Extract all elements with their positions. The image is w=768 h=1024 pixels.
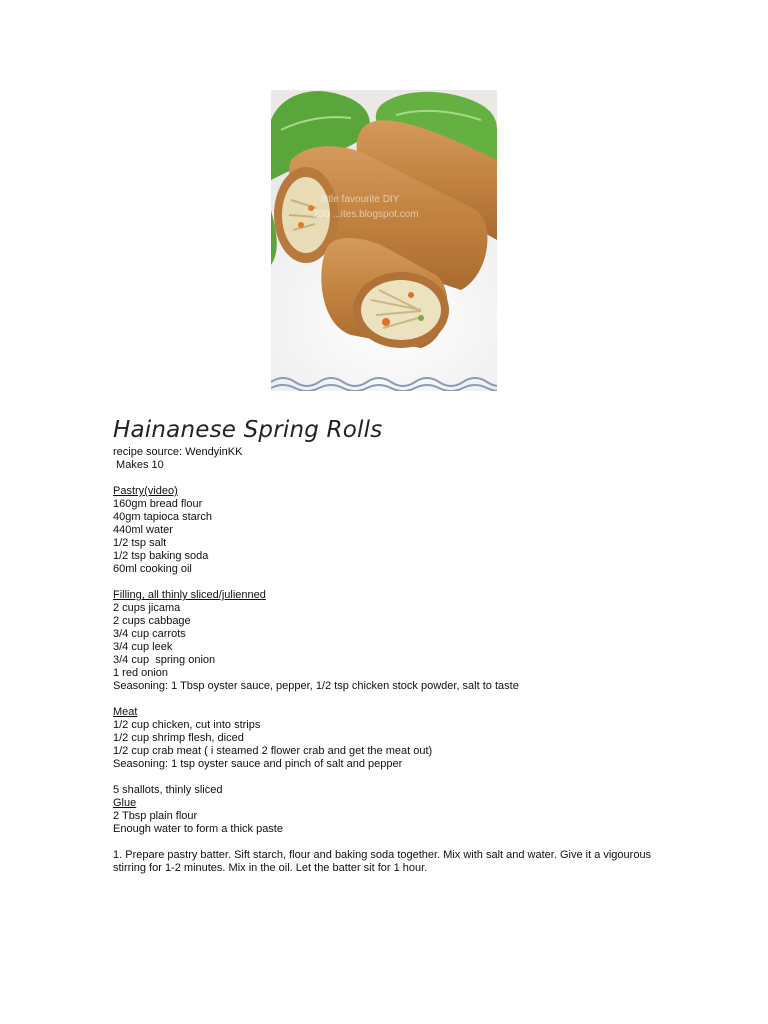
filling-item: 2 cups cabbage bbox=[113, 615, 191, 627]
meat-heading: Meat bbox=[113, 706, 138, 718]
pastry-item: 60ml cooking oil bbox=[113, 563, 192, 575]
glue-heading: Glue bbox=[113, 797, 137, 809]
watermark-line2: 230 ...ites.blogspot.com bbox=[313, 209, 419, 220]
glue-item: 2 Tbsp plain flour bbox=[113, 810, 198, 822]
spring-rolls-illustration bbox=[271, 90, 497, 391]
pastry-item: 1/2 tsp salt bbox=[113, 537, 167, 549]
instruction-step-1: 1. Prepare pastry batter. Sift starch, flour and baking soda together. Mix with salt and water. Give it a vigourous stirring for 1-2 minutes. Mix in the oil. Let the batter sit for 1 hour. bbox=[113, 849, 652, 874]
meat-seasoning: Seasoning: 1 tsp oyster sauce and pinch of salt and pepper bbox=[113, 758, 403, 770]
filling-item: 3/4 cup leek bbox=[113, 641, 173, 653]
recipe-title: Hainanese Spring Rolls bbox=[113, 417, 383, 443]
filling-seasoning: Seasoning: 1 Tbsp oyster sauce, pepper, 1/2 tsp chicken stock powder, salt to taste bbox=[113, 680, 519, 692]
recipe-yield: Makes 10 bbox=[113, 459, 164, 471]
filling-item: 2 cups jicama bbox=[113, 602, 181, 614]
filling-heading: Filling, all thinly sliced/julienned bbox=[113, 589, 266, 601]
watermark-line1: little favourite DIY bbox=[321, 194, 400, 205]
pastry-item: 160gm bread flour bbox=[113, 498, 203, 510]
pastry-item: 440ml water bbox=[113, 524, 173, 536]
filling-item: 3/4 cup carrots bbox=[113, 628, 186, 640]
meat-item: 1/2 cup shrimp flesh, diced bbox=[113, 732, 244, 744]
filling-item: 1 red onion bbox=[113, 667, 169, 679]
glue-item: Enough water to form a thick paste bbox=[113, 823, 283, 835]
filling-item: 3/4 cup spring onion bbox=[113, 654, 216, 666]
pastry-item: 40gm tapioca starch bbox=[113, 511, 213, 523]
recipe-content bbox=[113, 416, 673, 875]
pastry-item: 1/2 tsp baking soda bbox=[113, 550, 209, 562]
shallots-item: 5 shallots, thinly sliced bbox=[113, 784, 223, 796]
meat-item: 1/2 cup chicken, cut into strips bbox=[113, 719, 261, 731]
pastry-heading-link[interactable]: Pastry(video) bbox=[113, 485, 178, 497]
meat-item: 1/2 cup crab meat ( i steamed 2 flower crab and get the meat out) bbox=[113, 745, 433, 757]
spring-rolls-photo bbox=[271, 90, 497, 391]
recipe-source: recipe source: WendyinKK bbox=[113, 446, 243, 458]
